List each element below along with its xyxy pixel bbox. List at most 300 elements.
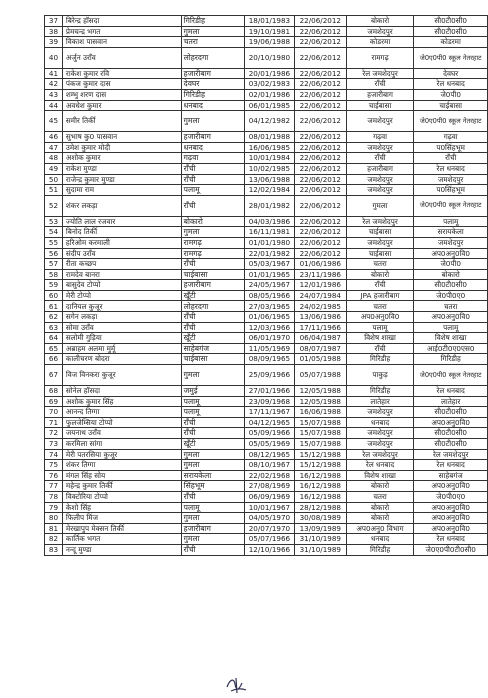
table-row (45, 227, 488, 238)
cell-name: अशोक कुमार (62, 153, 181, 164)
cell-current-posting: कोडरमा (346, 37, 414, 48)
cell-name: मंगल सिंह सोय (62, 470, 181, 481)
cell-dob: 25/09/1966 (244, 365, 294, 386)
cell-district: जमुई (181, 386, 244, 397)
cell-district: पलामू (181, 407, 244, 418)
cell-new-posting: विशेष शाखा (414, 333, 488, 344)
cell-serial: 50 (45, 174, 63, 185)
cell-new-posting-text: जे0ए0पी0 स्कूल नेतरहाट (419, 201, 482, 210)
table-row (45, 502, 488, 513)
cell-new-posting: देवघर (414, 68, 488, 79)
cell-district: चतरा (181, 37, 244, 48)
cell-name: जयनाथ उराँव (62, 428, 181, 439)
cell-joining-date: 22/06/2012 (294, 100, 346, 111)
cell-new-posting: आई0टी0ए0एस0 (414, 343, 488, 354)
table-row (45, 534, 488, 545)
table-row (45, 439, 488, 450)
cell-dob: 05/05/1969 (244, 439, 294, 450)
cell-name: कार्तिक भगत (62, 534, 181, 545)
cell-district: गुमला (181, 26, 244, 37)
cell-joining-date: 01/05/1988 (294, 354, 346, 365)
cell-serial: 39 (45, 37, 63, 48)
cell-dob: 01/01/1965 (244, 269, 294, 280)
cell-serial: 54 (45, 227, 63, 238)
cell-current-posting: रेल जमशेदपुर (346, 68, 414, 79)
cell-current-posting: जमशेदपुर (346, 439, 414, 450)
cell-current-posting: जमशेदपुर (346, 142, 414, 153)
cell-serial: 52 (45, 195, 63, 216)
cell-name: बिनोद तिर्की (62, 227, 181, 238)
cell-new-posting-text: जे0ए0पी0 स्कूल नेतरहाट (419, 116, 482, 125)
cell-serial: 63 (45, 322, 63, 333)
cell-joining-date: 22/06/2012 (294, 195, 346, 216)
cell-current-posting: जमशेदपुर (346, 26, 414, 37)
cell-new-posting-text: जे0ए0पी0 स्कूल नेतरहाट (419, 53, 482, 62)
cell-dob: 06/09/1969 (244, 491, 294, 502)
table-row (45, 174, 488, 185)
cell-dob: 05/03/1967 (244, 259, 294, 270)
cell-name: बासुदेव टोप्पो (62, 280, 181, 291)
cell-current-posting: बोकारो (346, 16, 414, 27)
table-row (45, 216, 488, 227)
cell-new-posting: अप0अनु0वि0 (414, 502, 488, 513)
cell-new-posting: कोडरमा (414, 37, 488, 48)
cell-joining-date: 22/06/2012 (294, 79, 346, 90)
cell-name: सोनेल हॉसदा (62, 386, 181, 397)
cell-new-posting (414, 365, 488, 386)
cell-dob: 12/10/1966 (244, 544, 294, 555)
cell-name: करमिला सांगा (62, 439, 181, 450)
cell-name: महेन्द्र कुमार तिर्की (62, 481, 181, 492)
cell-district: पलामू (181, 396, 244, 407)
cell-joining-date: 31/10/1989 (294, 534, 346, 545)
cell-district: गुमला (181, 460, 244, 471)
cell-district: चाईबासा (181, 354, 244, 365)
cell-current-posting: गुमला (346, 195, 414, 216)
table-row (45, 544, 488, 555)
cell-current-posting: गढ़वा (346, 132, 414, 143)
cell-joining-date: 22/06/2012 (294, 174, 346, 185)
cell-name: शंकर लकड़ा (62, 195, 181, 216)
cell-joining-date: 22/06/2012 (294, 237, 346, 248)
table-row (45, 491, 488, 502)
cell-current-posting: रामगढ़ (346, 47, 414, 68)
cell-current-posting: JPA हजारीबाग (346, 290, 414, 301)
cell-new-posting: चाईबासा (414, 100, 488, 111)
cell-district: राँची (181, 322, 244, 333)
cell-new-posting: रेल जमशेदपुर (414, 449, 488, 460)
cell-district: राँची (181, 174, 244, 185)
cell-joining-date: 06/04/1987 (294, 333, 346, 344)
table-row (45, 16, 488, 27)
cell-district: राँची (181, 491, 244, 502)
cell-name: सुदामा राम (62, 185, 181, 196)
cell-current-posting: चतरा (346, 259, 414, 270)
table-row (45, 195, 488, 216)
table-row (45, 89, 488, 100)
cell-serial: 76 (45, 470, 63, 481)
cell-dob: 10/01/1984 (244, 153, 294, 164)
cell-serial: 48 (45, 153, 63, 164)
cell-joining-date: 17/11/1966 (294, 322, 346, 333)
cell-dob: 17/11/1967 (244, 407, 294, 418)
cell-dob: 22/02/1968 (244, 470, 294, 481)
cell-current-posting: विशेष शाखा (346, 333, 414, 344)
cell-current-posting: गिरिडीह (346, 544, 414, 555)
cell-new-posting: जमशेदपुर (414, 174, 488, 185)
cell-serial: 67 (45, 365, 63, 386)
cell-name: रीता कच्छप (62, 259, 181, 270)
cell-current-posting: हजारीबाग (346, 163, 414, 174)
cell-serial: 45 (45, 111, 63, 132)
cell-current-posting: पलामू (346, 322, 414, 333)
cell-new-posting (414, 111, 488, 132)
cell-name: अवधेश कुमार (62, 100, 181, 111)
cell-new-posting: अप0अनु0वि0 (414, 248, 488, 259)
cell-new-posting: अप0अनु0वि0 (414, 481, 488, 492)
cell-current-posting: गिरिडीह (346, 354, 414, 365)
cell-district: हजारीबाग (181, 280, 244, 291)
cell-district: गिरिडीह (181, 16, 244, 27)
cell-serial: 66 (45, 354, 63, 365)
cell-dob: 18/01/1983 (244, 16, 294, 27)
cell-joining-date: 15/07/1988 (294, 417, 346, 428)
cell-current-posting: रेल जमशेदपुर (346, 449, 414, 460)
cell-name: सगेन लकड़ा (62, 312, 181, 323)
table-row (45, 259, 488, 270)
cell-district: राँची (181, 428, 244, 439)
cell-current-posting: अप0अनु0 विभाग (346, 523, 414, 534)
cell-current-posting: धनबाद (346, 417, 414, 428)
cell-joining-date: 22/06/2012 (294, 16, 346, 27)
cell-name: अशोक कुमार सिंह (62, 396, 181, 407)
cell-current-posting: जमशेदपुर (346, 428, 414, 439)
cell-joining-date: 22/06/2012 (294, 227, 346, 238)
cell-joining-date: 08/07/1987 (294, 343, 346, 354)
cell-joining-date: 15/12/1988 (294, 460, 346, 471)
cell-dob: 11/05/1969 (244, 343, 294, 354)
cell-district: गुमला (181, 449, 244, 460)
cell-district: हजारीबाग (181, 132, 244, 143)
cell-dob: 13/06/1988 (244, 174, 294, 185)
cell-district: गिरिडीह (181, 89, 244, 100)
cell-new-posting: पलामू (414, 216, 488, 227)
cell-name: मेरी टोप्पो (62, 290, 181, 301)
cell-name: प्रेमचन्द्र भगत (62, 26, 181, 37)
table-row (45, 407, 488, 418)
cell-joining-date: 15/07/1988 (294, 428, 346, 439)
cell-dob: 04/03/1986 (244, 216, 294, 227)
cell-district: पलामू (181, 185, 244, 196)
table-row (45, 132, 488, 143)
cell-joining-date: 12/05/1988 (294, 386, 346, 397)
cell-district: लोहरदगा (181, 301, 244, 312)
table-row (45, 142, 488, 153)
cell-joining-date: 22/06/2012 (294, 111, 346, 132)
table-row (45, 248, 488, 259)
cell-current-posting: अप0अनु0वि0 (346, 312, 414, 323)
cell-new-posting: सी0टी0सी0 (414, 16, 488, 27)
cell-current-posting: राँची (346, 343, 414, 354)
cell-current-posting: रेल धनबाद (346, 460, 414, 471)
cell-joining-date: 23/11/1986 (294, 269, 346, 280)
table-row (45, 37, 488, 48)
cell-dob: 20/10/1980 (244, 47, 294, 68)
cell-current-posting: जमशेदपुर (346, 174, 414, 185)
cell-dob: 08/09/1965 (244, 354, 294, 365)
table-row (45, 470, 488, 481)
cell-name: उमेश कुमार मोदी (62, 142, 181, 153)
cell-district: रामगढ़ (181, 248, 244, 259)
cell-name: आनन्द तिग्गा (62, 407, 181, 418)
cell-new-posting: अप0अनु0वि0 (414, 523, 488, 534)
cell-name: राजेन्द्र कुमार मुण्डा (62, 174, 181, 185)
cell-dob: 27/08/1969 (244, 481, 294, 492)
cell-current-posting: पाकुड़ (346, 365, 414, 386)
cell-dob: 03/02/1983 (244, 79, 294, 90)
cell-current-posting: चाईबासा (346, 100, 414, 111)
cell-dob: 23/09/1968 (244, 396, 294, 407)
cell-dob: 22/01/1982 (244, 248, 294, 259)
cell-name: अब्राहम अलमा मुर्मू (62, 343, 181, 354)
table-row (45, 460, 488, 471)
cell-name: अर्जुन उराँव (62, 47, 181, 68)
cell-current-posting: जमशेदपुर (346, 185, 414, 196)
cell-district: गुमला (181, 111, 244, 132)
cell-serial: 49 (45, 163, 63, 174)
cell-new-posting (414, 195, 488, 216)
table-row (45, 312, 488, 323)
cell-new-posting: जे0ए0पी0टी0सी0 (414, 544, 488, 555)
cell-name: रामदेव बानरा (62, 269, 181, 280)
cell-new-posting: प0सिंहभूम (414, 142, 488, 153)
cell-district: धनबाद (181, 100, 244, 111)
cell-current-posting: राँची (346, 153, 414, 164)
cell-name: मेरखापुप मेक्सन तिर्की (62, 523, 181, 534)
cell-serial: 64 (45, 333, 63, 344)
cell-joining-date: 22/06/2012 (294, 185, 346, 196)
cell-joining-date: 24/07/1984 (294, 290, 346, 301)
table-row (45, 523, 488, 534)
table-row (45, 68, 488, 79)
cell-dob: 27/01/1966 (244, 386, 294, 397)
table-row (45, 365, 488, 386)
cell-serial: 60 (45, 290, 63, 301)
cell-new-posting: लातेहार (414, 396, 488, 407)
cell-serial: 46 (45, 132, 63, 143)
cell-joining-date: 13/06/1986 (294, 312, 346, 323)
cell-new-posting: अप0अनु0वि0 (414, 513, 488, 524)
cell-serial: 55 (45, 237, 63, 248)
cell-serial: 68 (45, 386, 63, 397)
table-body (45, 16, 488, 556)
cell-district: हजारीबाग (181, 68, 244, 79)
cell-joining-date: 22/06/2012 (294, 47, 346, 68)
cell-new-posting: जमशेदपुर (414, 237, 488, 248)
cell-dob: 04/05/1970 (244, 513, 294, 524)
cell-serial: 44 (45, 100, 63, 111)
cell-joining-date: 22/06/2012 (294, 68, 346, 79)
table-row (45, 333, 488, 344)
table-row (45, 153, 488, 164)
cell-joining-date: 22/06/2012 (294, 26, 346, 37)
cell-current-posting: जमशेदपुर (346, 237, 414, 248)
cell-name: राकेश कुमार रवि (62, 68, 181, 79)
cell-dob: 02/01/1986 (244, 89, 294, 100)
cell-district: राँची (181, 163, 244, 174)
cell-dob: 27/03/1965 (244, 301, 294, 312)
cell-dob: 08/05/1966 (244, 290, 294, 301)
cell-district: साहेबगंज (181, 343, 244, 354)
cell-new-posting: सी0टी0सी0 (414, 407, 488, 418)
cell-joining-date: 13/09/1989 (294, 523, 346, 534)
cell-dob: 08/01/1988 (244, 132, 294, 143)
cell-new-posting-text: जे0ए0पी0 स्कूल नेतरहाट (419, 370, 482, 379)
cell-joining-date: 22/06/2012 (294, 142, 346, 153)
cell-current-posting: चतरा (346, 301, 414, 312)
cell-serial: 73 (45, 439, 63, 450)
cell-dob: 20/01/1986 (244, 68, 294, 79)
cell-current-posting: राँची (346, 280, 414, 291)
cell-new-posting: रेल धनबाद (414, 534, 488, 545)
cell-new-posting: जे0पी0 (414, 259, 488, 270)
table-row (45, 185, 488, 196)
cell-name: सुभाष कु0 पासवान (62, 132, 181, 143)
cell-serial: 41 (45, 68, 63, 79)
table-row (45, 343, 488, 354)
cell-current-posting: राँची (346, 79, 414, 90)
cell-name: विज विनकरा कुजूर (62, 365, 181, 386)
cell-name: शंकर तिग्गा (62, 460, 181, 471)
cell-dob: 06/01/1985 (244, 100, 294, 111)
cell-name: सलोमी गुड़िया (62, 333, 181, 344)
cell-dob: 10/01/1967 (244, 502, 294, 513)
cell-name: राकेश मुण्डा (62, 163, 181, 174)
cell-current-posting: चतरा (346, 491, 414, 502)
cell-name: दानियल कुजूर (62, 301, 181, 312)
cell-serial: 81 (45, 523, 63, 534)
table-row (45, 428, 488, 439)
cell-serial: 79 (45, 502, 63, 513)
cell-new-posting: पलामू (414, 322, 488, 333)
table-row (45, 47, 488, 68)
cell-current-posting: धनबाद (346, 534, 414, 545)
signature-mark (222, 675, 250, 695)
cell-serial: 78 (45, 491, 63, 502)
cell-name: पंकज कुमार दास (62, 79, 181, 90)
cell-serial: 69 (45, 396, 63, 407)
cell-joining-date: 16/06/1988 (294, 407, 346, 418)
table-row (45, 26, 488, 37)
cell-district: बोकारो (181, 216, 244, 227)
cell-district: खूँटी (181, 439, 244, 450)
cell-name: समीर तिर्की (62, 111, 181, 132)
cell-dob: 05/07/1966 (244, 534, 294, 545)
cell-current-posting: गिरिडीह (346, 386, 414, 397)
cell-name: विकाश पासवान (62, 37, 181, 48)
cell-serial: 77 (45, 481, 63, 492)
cell-new-posting: अप0अनु0वि0 (414, 417, 488, 428)
cell-dob: 28/01/1982 (244, 195, 294, 216)
table-row (45, 396, 488, 407)
cell-dob: 16/11/1981 (244, 227, 294, 238)
cell-dob: 19/10/1981 (244, 26, 294, 37)
cell-serial: 42 (45, 79, 63, 90)
cell-dob: 01/06/1965 (244, 312, 294, 323)
cell-serial: 59 (45, 280, 63, 291)
cell-district: हजारीबाग (181, 523, 244, 534)
cell-joining-date: 12/01/1986 (294, 280, 346, 291)
cell-dob: 16/06/1985 (244, 142, 294, 153)
cell-name: सोमा उराँव (62, 322, 181, 333)
cell-district: खूँटी (181, 333, 244, 344)
cell-serial: 43 (45, 89, 63, 100)
cell-district: लोहरदगा (181, 47, 244, 68)
cell-name: बिरेन्द्र हॉसदा (62, 16, 181, 27)
cell-new-posting: रेल धनबाद (414, 386, 488, 397)
cell-serial: 65 (45, 343, 63, 354)
cell-joining-date: 22/06/2012 (294, 153, 346, 164)
cell-serial: 37 (45, 16, 63, 27)
cell-new-posting: जे0पी0ए0 (414, 491, 488, 502)
table-row (45, 280, 488, 291)
cell-joining-date: 15/12/1988 (294, 449, 346, 460)
cell-current-posting: लातेहार (346, 396, 414, 407)
personnel-table (44, 15, 488, 556)
cell-dob: 08/12/1965 (244, 449, 294, 460)
cell-serial: 72 (45, 428, 63, 439)
cell-joining-date: 01/06/1986 (294, 259, 346, 270)
table-row (45, 163, 488, 174)
cell-serial: 38 (45, 26, 63, 37)
cell-name: विक्टोरिया टोप्पो (62, 491, 181, 502)
cell-serial: 53 (45, 216, 63, 227)
cell-serial: 57 (45, 259, 63, 270)
cell-current-posting: जमशेदपुर (346, 111, 414, 132)
cell-joining-date: 24/02/1985 (294, 301, 346, 312)
cell-serial: 47 (45, 142, 63, 153)
cell-current-posting: चाईबासा (346, 227, 414, 238)
cell-dob: 08/10/1967 (244, 460, 294, 471)
cell-district: राँची (181, 312, 244, 323)
cell-serial: 80 (45, 513, 63, 524)
cell-serial: 83 (45, 544, 63, 555)
cell-new-posting: जे0पी0ए0 (414, 290, 488, 301)
cell-name: हरिओम करमाली (62, 237, 181, 248)
cell-serial: 75 (45, 460, 63, 471)
cell-name: नन्दू मुण्डा (62, 544, 181, 555)
table-row (45, 354, 488, 365)
cell-serial: 62 (45, 312, 63, 323)
cell-dob: 05/09/1966 (244, 428, 294, 439)
cell-dob: 10/02/1985 (244, 163, 294, 174)
cell-dob: 19/06/1988 (244, 37, 294, 48)
cell-new-posting: बोकारो (414, 269, 488, 280)
cell-new-posting: अप0अनु0वि0 (414, 312, 488, 323)
table-row (45, 481, 488, 492)
table-row (45, 111, 488, 132)
cell-joining-date: 22/06/2012 (294, 248, 346, 259)
cell-dob: 06/01/1970 (244, 333, 294, 344)
cell-serial: 70 (45, 407, 63, 418)
cell-joining-date: 15/07/1988 (294, 439, 346, 450)
cell-dob: 04/12/1965 (244, 417, 294, 428)
cell-current-posting: जमशेदपुर (346, 407, 414, 418)
cell-serial: 61 (45, 301, 63, 312)
cell-current-posting: बोकारो (346, 269, 414, 280)
cell-name: कालीचरण बोदरा (62, 354, 181, 365)
cell-name: केशो सिंह (62, 502, 181, 513)
